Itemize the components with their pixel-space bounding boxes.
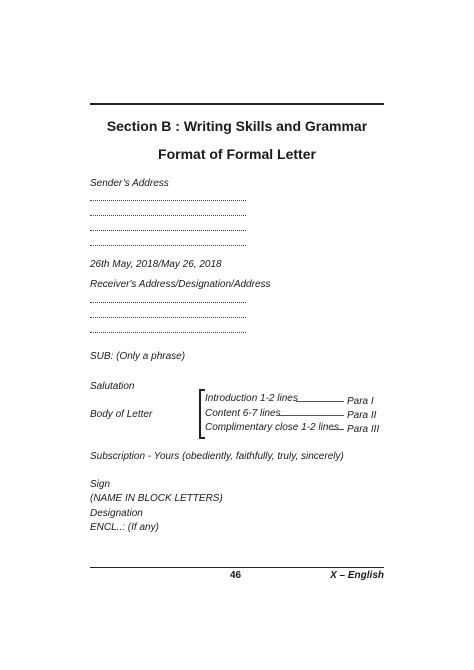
footer-subject: X – English <box>330 570 384 581</box>
receiver-address-label: Receiver's Address/Designation/Address <box>90 279 271 290</box>
sign-label: Sign <box>90 479 111 490</box>
letter-date: 26th May, 2018/May 26, 2018 <box>90 259 222 270</box>
subscription: Subscription - Yours (obediently, faithfully, truly, sincerely) <box>90 451 344 462</box>
page-subtitle: Format of Formal Letter <box>158 146 316 162</box>
para-label: Para II <box>347 410 377 421</box>
enclosure-label: ENCL..: (If any) <box>90 522 159 533</box>
body-part-content: Content 6-7 lines <box>205 408 281 419</box>
leader-line <box>331 429 344 430</box>
receiver-address-line <box>90 317 246 318</box>
page-number: 46 <box>230 570 242 581</box>
sender-address-line <box>90 230 246 231</box>
subject-line: SUB: (Only a phrase) <box>90 351 186 362</box>
section-title: Section B : Writing Skills and Grammar <box>106 118 368 134</box>
sender-address-label: Sender’s Address <box>90 178 169 189</box>
body-part-complimentary-close: Complimentary close 1-2 lines <box>205 422 339 433</box>
body-of-letter-label: Body of Letter <box>90 409 153 420</box>
body-part-introduction: Introduction 1-2 lines <box>205 393 298 404</box>
para-label: Para I <box>347 396 374 407</box>
sender-address-line <box>90 200 246 201</box>
sender-address-line <box>90 215 246 216</box>
leader-line <box>296 401 344 402</box>
sender-address-line <box>90 245 246 246</box>
name-label: (NAME IN BLOCK LETTERS) <box>90 493 223 504</box>
top-rule <box>90 103 384 105</box>
leader-line <box>276 415 344 416</box>
designation-label: Designation <box>90 508 143 519</box>
salutation: Salutation <box>90 381 135 392</box>
bottom-rule <box>90 567 384 568</box>
receiver-address-line <box>90 302 246 303</box>
receiver-address-line <box>90 332 246 333</box>
para-label: Para III <box>347 424 380 435</box>
